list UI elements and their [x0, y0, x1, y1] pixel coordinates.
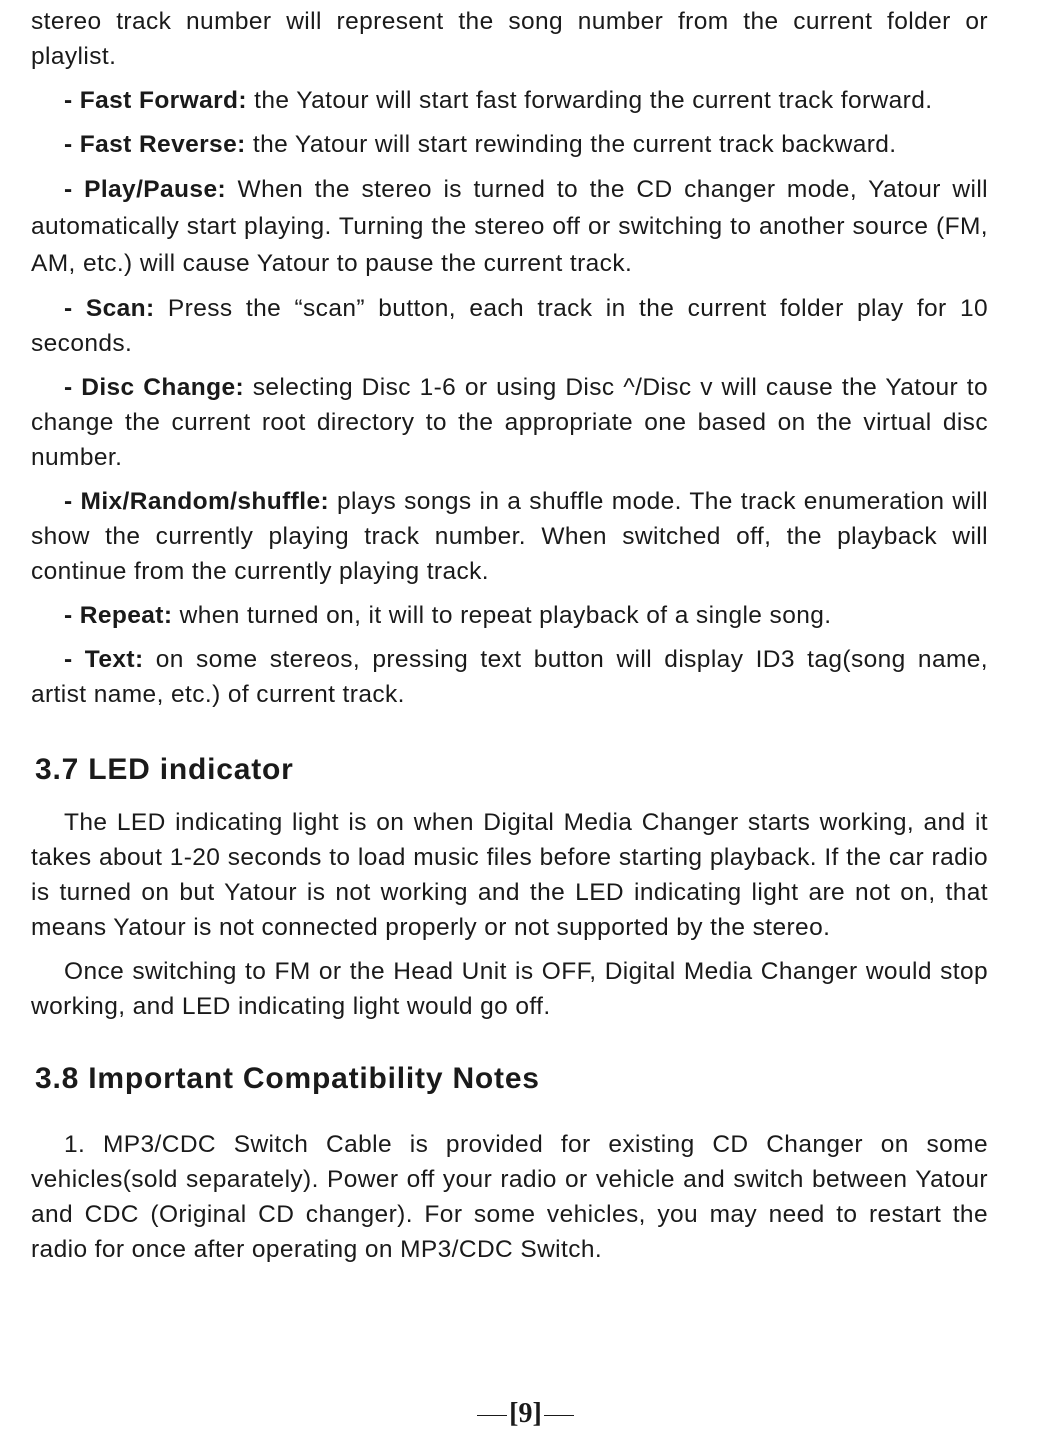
compat-paragraph: 1. MP3/CDC Switch Cable is provided for existing CD Changer on some vehicles(sold separately). Power off your radio or vehicle and switch between Yatour and CDC (Original CD changer). For some vehicles, you may need to restart the radio for once after operating on MP3/CDC Switch.: [31, 1131, 988, 1263]
feature-desc: Press the “scan” button, each track in the current folder play for 10 seconds.: [31, 295, 988, 357]
feature-fast-forward: [31, 83, 988, 118]
feature-repeat: [31, 598, 988, 633]
page-number-text: [9]: [509, 1398, 542, 1429]
feature-term: - Repeat:: [64, 602, 173, 629]
feature-scan: [31, 291, 988, 361]
feature-desc: When the stereo is turned to the CD changer mode, Yatour will automatically start playing. Turning the stereo off or switching to another source (FM, AM, etc.) will cause Yatour to pause the current track.: [31, 176, 989, 277]
feature-mix-random-shuffle: [31, 484, 988, 589]
page-number-dash-right: [544, 1415, 574, 1416]
feature-term: - Mix/Random/shuffle:: [64, 488, 330, 515]
feature-desc: the Yatour will start fast forwarding the current track forward.: [246, 87, 933, 114]
feature-desc: on some stereos, pressing text button will display ID3 tag(song name, artist name, etc.) of current track.: [31, 646, 989, 708]
feature-term: - Fast Forward:: [64, 87, 247, 114]
feature-disc-change: [31, 370, 988, 475]
feature-term: - Play/Pause:: [64, 176, 227, 203]
feature-text: [31, 642, 988, 712]
section-heading-led-indicator: 3.7 LED indicator: [35, 753, 294, 786]
led-paragraph: Once switching to FM or the Head Unit is OFF, Digital Media Changer would stop working, and LED indicating light would go off.: [31, 958, 988, 1020]
intro-paragraph: stereo track number will represent the song number from the current folder or playlist.: [31, 8, 988, 70]
led-paragraph: The LED indicating light is on when Digital Media Changer starts working, and it takes about 1-20 seconds to load music files before starting playback. If the car radio is turned on but Yatour is not working and the LED indicating light are not on, that means Yatour is not connected properly or not supported by the stereo.: [31, 809, 988, 941]
feature-desc: plays songs in a shuffle mode. The track enumeration will show the currently playing track number. When switched off, the playback will continue from the currently playing track.: [31, 488, 988, 585]
feature-desc: the Yatour will start rewinding the current track backward.: [245, 131, 897, 158]
feature-desc: when turned on, it will to repeat playback of a single song.: [172, 602, 832, 629]
feature-desc: selecting Disc 1-6 or using Disc ^/Disc v will cause the Yatour to change the current root directory to the appropriate one based on the virtual disc number.: [31, 374, 989, 471]
section-heading-compatibility-notes: 3.8 Important Compatibility Notes: [35, 1062, 540, 1095]
feature-term: - Scan:: [64, 295, 155, 322]
feature-term: - Text:: [64, 646, 144, 673]
feature-fast-reverse: [31, 127, 988, 162]
feature-term: - Fast Reverse:: [64, 131, 246, 158]
feature-term: - Disc Change:: [64, 374, 245, 401]
feature-play-pause: [31, 171, 988, 282]
page-number: [0, 1396, 1051, 1432]
document-page: [31, 4, 988, 1267]
page-number-dash-left: [477, 1415, 507, 1416]
